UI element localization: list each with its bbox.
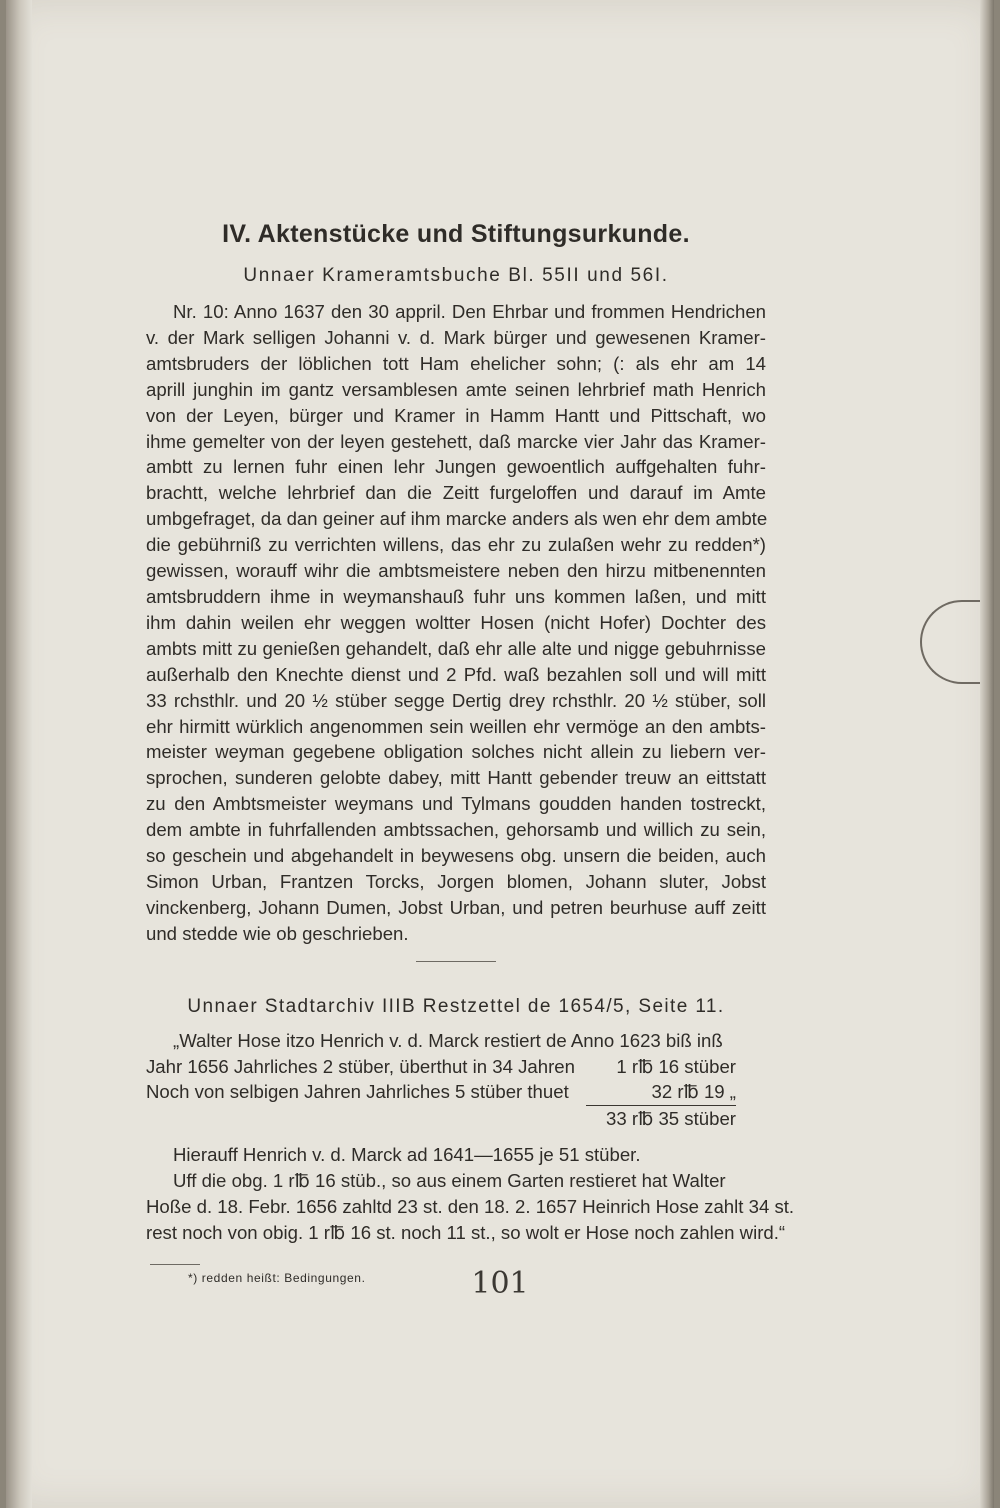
body-line: ambts mitt zu genießen gehandelt, daß ehr alle alte und nigge gebuhrnisse <box>146 637 766 659</box>
body-line: Nr. 10: Anno 1637 den 30 appril. Den Ehrbar und frommen Hendrichen <box>173 301 766 322</box>
footnote: *) redden heißt: Bedingungen. <box>188 1270 366 1285</box>
ledger-row <box>146 1079 766 1106</box>
body-line: sprochen, sunderen gelobte dabey, mitt Hantt gebender treuw an eittstatt <box>146 767 766 789</box>
body-line: meister weyman gegebene obligation solches nicht allein zu liebern ver- <box>146 741 766 763</box>
body-line: die gebührniß zu verrichten willens, das ehr zu zulaßen wehr zu redden*) <box>146 534 766 556</box>
body-line: ehr hirmitt würklich angenommen sein weillen ehr vermöge an den ambts- <box>146 715 766 737</box>
ledger-row-amount: 1 r℔ 16 stüber <box>616 1055 736 1077</box>
body-line: ihm dahin weilen ehr weggen woltter Hosen (nicht Hofer) Dochter des <box>146 611 766 633</box>
ledger-row-desc: Jahr 1656 Jahrliches 2 stüber, überthut in 34 Jahren <box>146 1055 575 1077</box>
page-title: IV. Aktenstücke und Stiftungsurkunde. <box>222 220 690 248</box>
ledger-line: Uff die obg. 1 r℔ 16 stüb., so aus einem Garten restieret hat Walter <box>173 1170 726 1192</box>
ledger-total-amount: 33 r℔ 35 stüber <box>606 1108 736 1130</box>
body-line: ihme gemelter von der leyen gestehett, daß marcke vier Jahr das Kramer- <box>146 430 766 452</box>
section-divider <box>416 961 496 962</box>
body-line: dem ambte in fuhrfallenden ambtssachen, gehorsamb und willich zu sein, <box>146 819 766 841</box>
body-line: vinckenberg, Johann Dumen, Jobst Urban, und petren beurhuse auff zeitt <box>146 896 766 918</box>
spacer <box>146 1132 766 1142</box>
ledger-total-row <box>146 1106 766 1132</box>
ledger-row <box>146 1054 766 1080</box>
body-line: von der Leyen, bürger und Kramer in Hamm Hantt und Pittschaft, wo <box>146 404 766 426</box>
body-line: 33 rchsthlr. und 20 ½ stüber segge Dertig drey rchsthlr. 20 ½ stüber, soll <box>146 689 766 711</box>
section-subtitle: Unnaer Krameramtsbuche Bl. 55II und 56I. <box>243 265 669 286</box>
body-line: außerhalb den Knechte dienst und 2 Pfd. waß bezahlen soll und will mitt <box>146 663 766 685</box>
body-line: brachtt, welche lehrbrief dan die Zeitt furgeloffen und darauf im Amte <box>146 482 766 504</box>
ledger-row-amount: 32 r℔ 19 „ <box>586 1079 736 1106</box>
body-line: ambtt zu lernen fuhr einen lehr Jungen gewoentlich auffgehalten fuhr- <box>146 456 766 478</box>
body-line: zu den Ambtsmeister weymans und Tylmans goudden handen tostreckt, <box>146 793 766 815</box>
ledger-row-desc: Noch von selbigen Jahren Jahrliches 5 stüber thuet <box>146 1081 569 1103</box>
page-tab-mark <box>920 600 980 684</box>
footnote-rule <box>150 1264 200 1265</box>
ledger-line: rest noch von obig. 1 r℔ 16 st. noch 11 st., so wolt er Hose noch zahlen wird.“ <box>146 1222 786 1243</box>
body-line: v. der Mark selligen Johanni v. d. Mark bürger und gewesenen Kramer- <box>146 326 766 348</box>
body-line: Simon Urban, Frantzen Torcks, Jorgen blomen, Johann sluter, Jobst <box>146 870 766 892</box>
body-line: gewissen, worauff wihr die ambtsmeistere neben den hirzu mitbenennten <box>146 560 766 582</box>
ledger-section <box>146 1028 795 1246</box>
body-line: aprill junghin im gantz versamblesen amte seinen lehrbrief math Henrich <box>146 378 766 400</box>
ledger-intro: „Walter Hose itzo Henrich v. d. Marck restiert de Anno 1623 biß inß <box>173 1029 723 1051</box>
body-line: umbgefraget, da dan geiner auf ihm marcke anders als wen ehr dem ambte <box>146 508 768 530</box>
body-line: so geschein und abgehandelt in beywesens obg. unsern die beiden, auch <box>146 845 766 867</box>
ledger-line: Hoße d. 18. Febr. 1656 zahltd 23 st. den 18. 2. 1657 Heinrich Hose zahlt 34 st. <box>146 1196 795 1218</box>
page-content <box>146 220 795 1285</box>
document-body <box>146 299 766 947</box>
section-heading: Unnaer Stadtarchiv IIIB Restzettel de 1654/5, Seite 11. <box>187 995 725 1017</box>
ledger-line: Hierauff Henrich v. d. Marck ad 1641—1655 je 51 stüber. <box>173 1144 641 1166</box>
page-number: 101 <box>471 1266 529 1301</box>
body-line: und stedde wie ob geschrieben. <box>146 922 409 944</box>
body-line: amtsbruddern ihme in weymanshauß fuhr uns kommen laßen, und mitt <box>146 585 766 607</box>
body-line: amtsbruders der löblichen tott Ham ehelicher sohn; (: als ehr am 14 <box>146 352 766 374</box>
